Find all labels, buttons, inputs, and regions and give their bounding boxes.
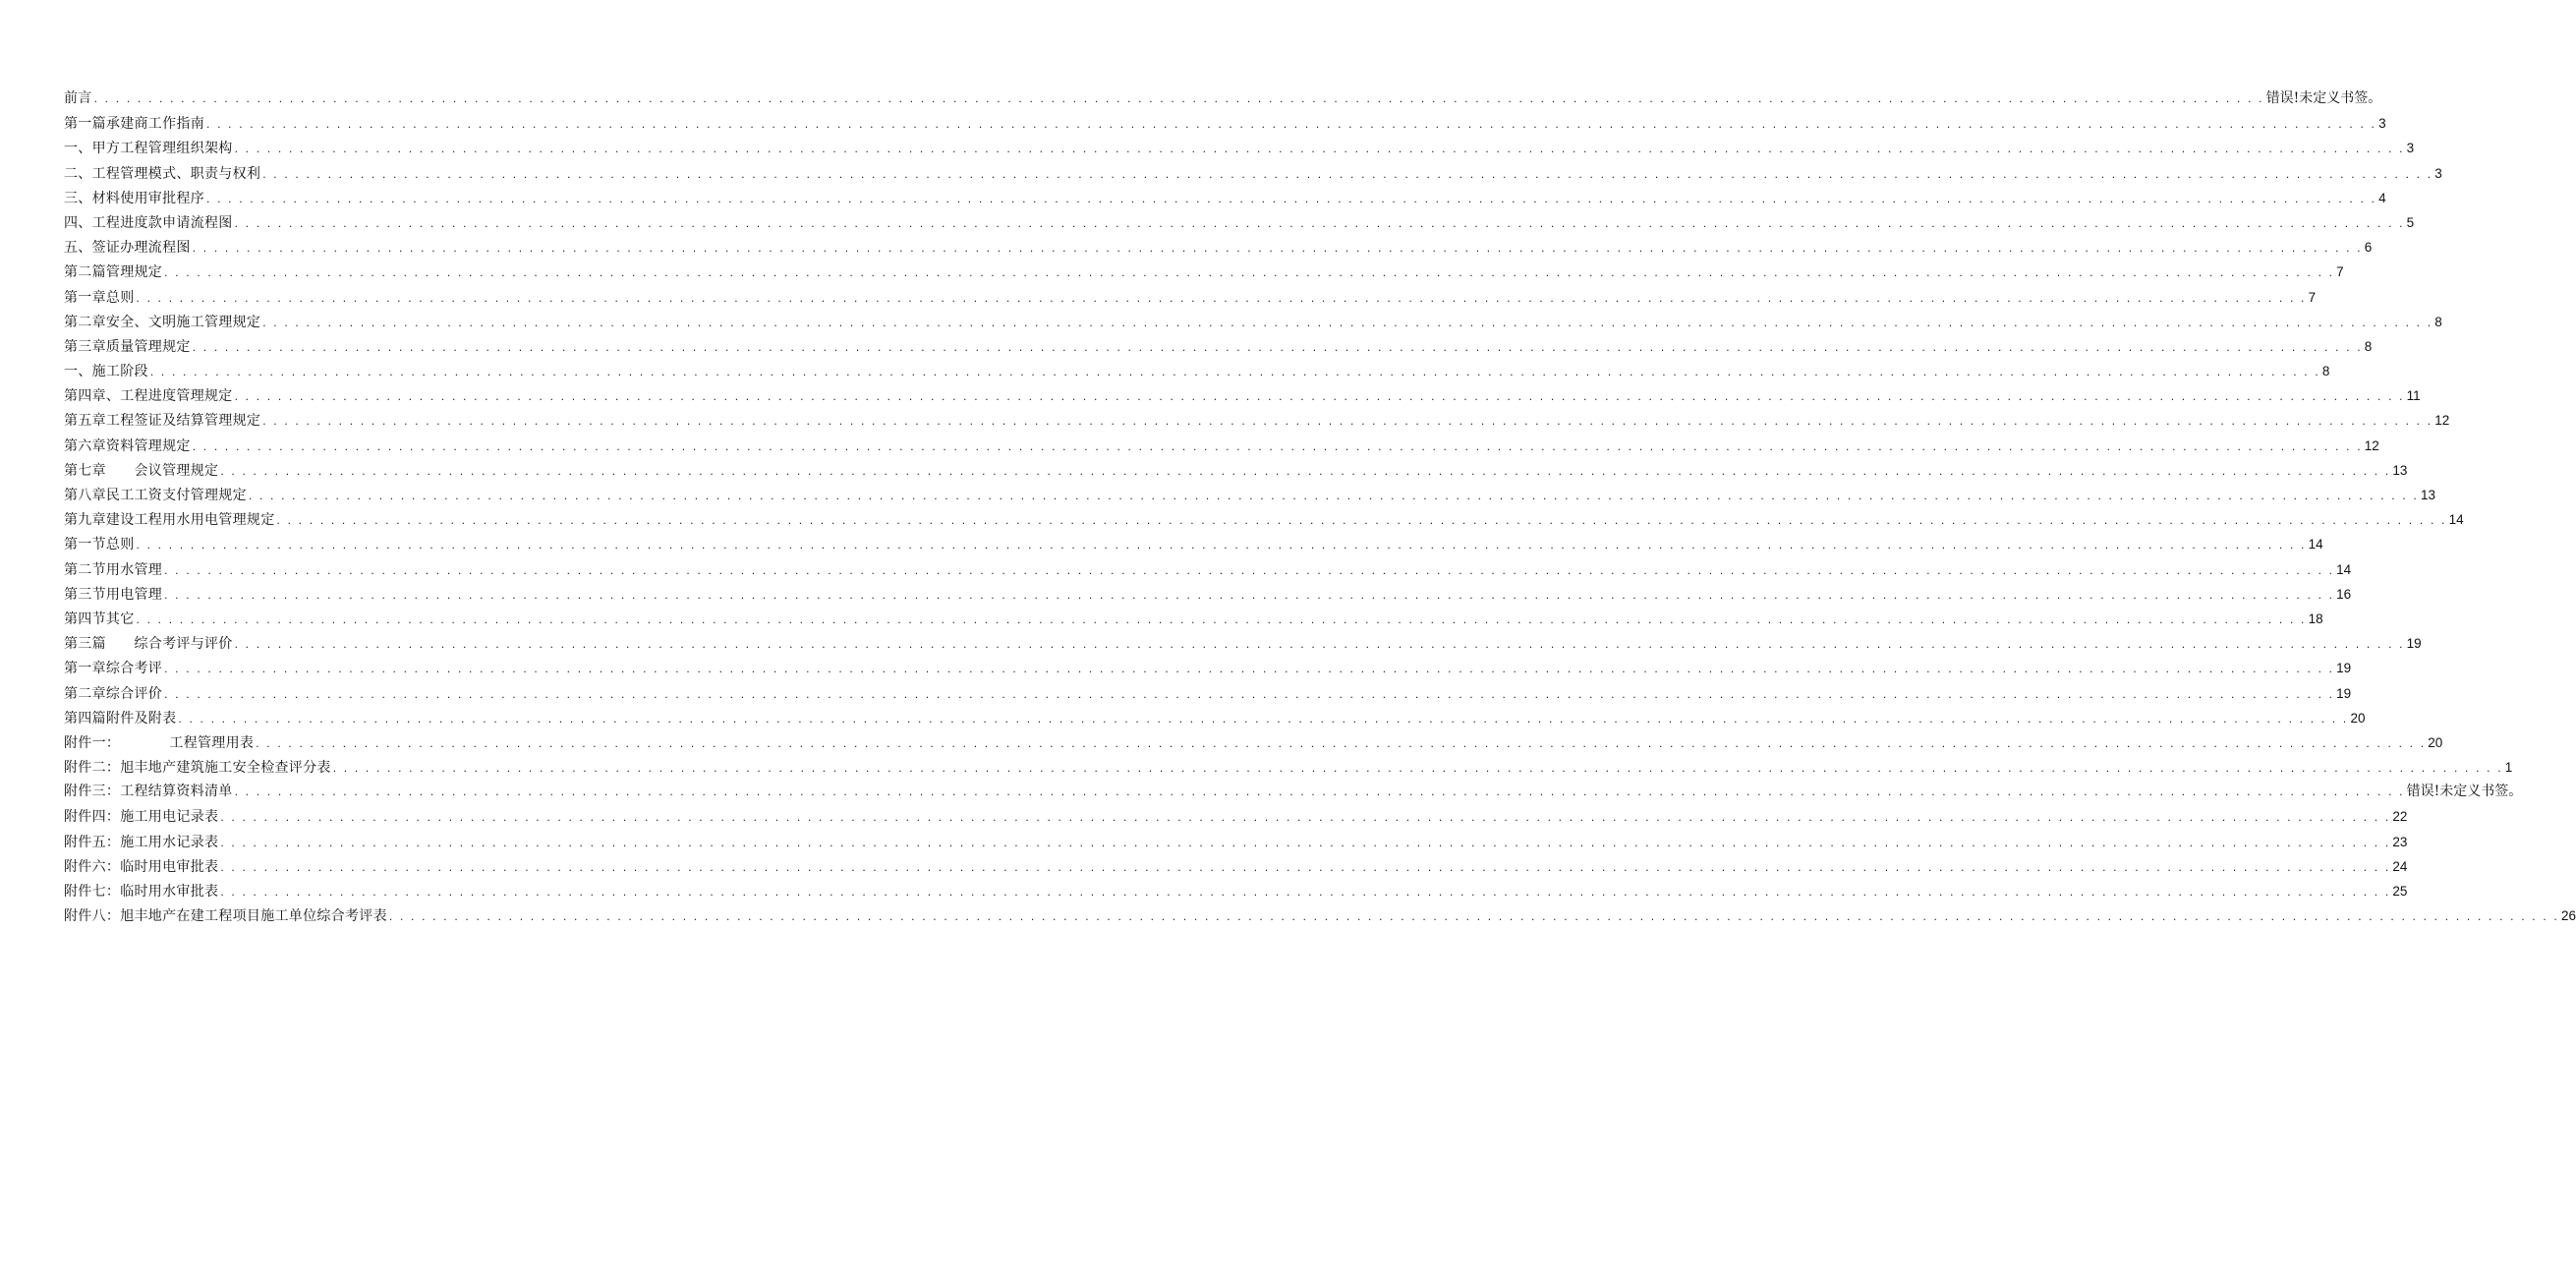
toc-entry-title: 四、工程进度款申请流程图 <box>64 214 233 231</box>
toc-entry[interactable] <box>64 755 2513 780</box>
toc-entry-title: 第九章建设工程用水用电管理规定 <box>64 512 275 529</box>
toc-entry-title: 第二章综合评价 <box>64 685 163 702</box>
toc-entry-page-number: 1 <box>2504 760 2513 776</box>
toc-dot-leader: . . . . . . . . . . . . . . . . . . . . . . . . . . . . . . . . . . . . . . . . . . . . . . . . . . . . . . . . . . . . . . . . . . . . . . . . . . . . . . . . . . . . . . . . . . . . . . . . . . . . . . . . . . . . . . . . . . . . . . . . . . . . . . . . . . . . . . . . . . . . . . . . . . . . . . . . . . . . . . . . . . . . . . . . . . . . . . . . . . . . . . . . . . . . . . . . . . . . . . . . <box>234 389 2405 404</box>
toc-dot-leader: . . . . . . . . . . . . . . . . . . . . . . . . . . . . . . . . . . . . . . . . . . . . . . . . . . . . . . . . . . . . . . . . . . . . . . . . . . . . . . . . . . . . . . . . . . . . . . . . . . . . . . . . . . . . . . . . . . . . . . . . . . . . . . . . . . . . . . . . . . . . . . . . . . . . . . . . . . . . . . . . . . . . . . . . . . . . . . . . . . . . . . . . . . . . . . . . . . . . . . . . <box>178 711 2349 726</box>
toc-entry-page-number: 20 <box>2350 710 2366 726</box>
toc-entry[interactable] <box>64 631 2422 656</box>
toc-entry[interactable] <box>64 879 2408 903</box>
toc-entry-page-number: 8 <box>2321 364 2330 379</box>
toc-entry-title: 附件四：施工用电记录表 <box>64 809 219 826</box>
toc-entry[interactable] <box>64 359 2330 383</box>
toc-entry-title: 一、甲方工程管理组织架构 <box>64 141 233 157</box>
toc-entry-title: 附件三：工程结算资料清单 <box>64 784 233 800</box>
toc-entry[interactable] <box>64 582 2352 607</box>
toc-entry[interactable] <box>64 483 2435 507</box>
toc-entry[interactable] <box>64 830 2408 854</box>
toc-dot-leader: . . . . . . . . . . . . . . . . . . . . . . . . . . . . . . . . . . . . . . . . . . . . . . . . . . . . . . . . . . . . . . . . . . . . . . . . . . . . . . . . . . . . . . . . . . . . . . . . . . . . . . . . . . . . . . . . . . . . . . . . . . . . . . . . . . . . . . . . . . . . . . . . . . . . . . . . . . . . . . . . . . . . . . . . . . . . . . . . . . . . . . . . . . . . . . . . . . . . . . . . <box>262 166 2433 181</box>
toc-entry-title: 第四节其它 <box>64 610 135 627</box>
toc-entry[interactable] <box>64 607 2323 631</box>
toc-entry-page-number: 26 <box>2560 908 2576 924</box>
toc-entry-title: 附件一： 工程管理用表 <box>64 734 255 751</box>
toc-entry[interactable] <box>64 310 2442 334</box>
toc-dot-leader: . . . . . . . . . . . . . . . . . . . . . . . . . . . . . . . . . . . . . . . . . . . . . . . . . . . . . . . . . . . . . . . . . . . . . . . . . . . . . . . . . . . . . . . . . . . . . . . . . . . . . . . . . . . . . . . . . . . . . . . . . . . . . . . . . . . . . . . . . . . . . . . . . . . . . . . . . . . . . . . . . . . . . . . . . . . . . . . . . . . . . . . . . . . . . . . . . . . . . . . . <box>220 885 2391 899</box>
toc-entry-page-number: 12 <box>2434 413 2450 429</box>
toc-dot-leader: . . . . . . . . . . . . . . . . . . . . . . . . . . . . . . . . . . . . . . . . . . . . . . . . . . . . . . . . . . . . . . . . . . . . . . . . . . . . . . . . . . . . . . . . . . . . . . . . . . . . . . . . . . . . . . . . . . . . . . . . . . . . . . . . . . . . . . . . . . . . . . . . . . . . . . . . . . . . . . . . . . . . . . . . . . . . . . . . . . . . . . . . . . . . . . . . . . . . . . . . <box>136 538 2307 552</box>
toc-dot-leader: . . . . . . . . . . . . . . . . . . . . . . . . . . . . . . . . . . . . . . . . . . . . . . . . . . . . . . . . . . . . . . . . . . . . . . . . . . . . . . . . . . . . . . . . . . . . . . . . . . . . . . . . . . . . . . . . . . . . . . . . . . . . . . . . . . . . . . . . . . . . . . . . . . . . . . . . . . . . . . . . . . . . . . . . . . . . . . . . . . . . . . . . . . . . . . . . . . . . . . . . <box>136 611 2307 626</box>
toc-entry-title: 第一章综合考评 <box>64 661 163 677</box>
toc-entry-page-number: 错误!未定义书签。 <box>2265 90 2382 106</box>
toc-dot-leader: . . . . . . . . . . . . . . . . . . . . . . . . . . . . . . . . . . . . . . . . . . . . . . . . . . . . . . . . . . . . . . . . . . . . . . . . . . . . . . . . . . . . . . . . . . . . . . . . . . . . . . . . . . . . . . . . . . . . . . . . . . . . . . . . . . . . . . . . . . . . . . . . . . . . . . . . . . . . . . . . . . . . . . . . . . . . . . . . . . . . . . . . . . . . . . . . . . . . . . . . <box>234 142 2405 156</box>
toc-dot-leader: . . . . . . . . . . . . . . . . . . . . . . . . . . . . . . . . . . . . . . . . . . . . . . . . . . . . . . . . . . . . . . . . . . . . . . . . . . . . . . . . . . . . . . . . . . . . . . . . . . . . . . . . . . . . . . . . . . . . . . . . . . . . . . . . . . . . . . . . . . . . . . . . . . . . . . . . . . . . . . . . . . . . . . . . . . . . . . . . . . . . . . . . . . . . . . . . . . . . . . . . <box>136 290 2307 305</box>
toc-dot-leader: . . . . . . . . . . . . . . . . . . . . . . . . . . . . . . . . . . . . . . . . . . . . . . . . . . . . . . . . . . . . . . . . . . . . . . . . . . . . . . . . . . . . . . . . . . . . . . . . . . . . . . . . . . . . . . . . . . . . . . . . . . . . . . . . . . . . . . . . . . . . . . . . . . . . . . . . . . . . . . . . . . . . . . . . . . . . . . . . . . . . . . . . . . . . . . . . . . . . . . . . <box>388 909 2559 924</box>
toc-entry[interactable] <box>64 334 2373 359</box>
toc-entry-title: 二、工程管理模式、职责与权利 <box>64 165 261 182</box>
toc-entry-title: 三、材料使用审批程序 <box>64 190 204 206</box>
toc-entry[interactable] <box>64 434 2379 458</box>
toc-entry-page-number: 7 <box>2308 289 2317 305</box>
toc-dot-leader: . . . . . . . . . . . . . . . . . . . . . . . . . . . . . . . . . . . . . . . . . . . . . . . . . . . . . . . . . . . . . . . . . . . . . . . . . . . . . . . . . . . . . . . . . . . . . . . . . . . . . . . . . . . . . . . . . . . . . . . . . . . . . . . . . . . . . . . . . . . . . . . . . . . . . . . . . . . . . . . . . . . . . . . . . . . . . . . . . . . . . . . . . . . . . . . . . . . . . . . . <box>164 587 2335 602</box>
toc-dot-leader: . . . . . . . . . . . . . . . . . . . . . . . . . . . . . . . . . . . . . . . . . . . . . . . . . . . . . . . . . . . . . . . . . . . . . . . . . . . . . . . . . . . . . . . . . . . . . . . . . . . . . . . . . . . . . . . . . . . . . . . . . . . . . . . . . . . . . . . . . . . . . . . . . . . . . . . . . . . . . . . . . . . . . . . . . . . . . . . . . . . . . . . . . . . . . . . . . . . . . . . . <box>234 637 2405 652</box>
toc-entry-title: 前言 <box>64 90 92 106</box>
toc-entry[interactable] <box>64 557 2352 582</box>
toc-entry[interactable] <box>64 408 2450 433</box>
toc-dot-leader: . . . . . . . . . . . . . . . . . . . . . . . . . . . . . . . . . . . . . . . . . . . . . . . . . . . . . . . . . . . . . . . . . . . . . . . . . . . . . . . . . . . . . . . . . . . . . . . . . . . . . . . . . . . . . . . . . . . . . . . . . . . . . . . . . . . . . . . . . . . . . . . . . . . . . . . . . . . . . . . . . . . . . . . . . . . . . . . . . . . . . . . . . . . . . . . . . . . . . . . . <box>206 191 2377 205</box>
toc-entry-page-number: 25 <box>2392 884 2408 899</box>
toc-entry-title: 第三章质量管理规定 <box>64 338 191 355</box>
toc-entry[interactable] <box>64 780 2523 804</box>
toc-entry[interactable] <box>64 260 2344 284</box>
toc-entry-page-number: 14 <box>2336 561 2352 577</box>
toc-entry[interactable] <box>64 186 2386 210</box>
toc-entry[interactable] <box>64 532 2323 556</box>
toc-dot-leader: . . . . . . . . . . . . . . . . . . . . . . . . . . . . . . . . . . . . . . . . . . . . . . . . . . . . . . . . . . . . . . . . . . . . . . . . . . . . . . . . . . . . . . . . . . . . . . . . . . . . . . . . . . . . . . . . . . . . . . . . . . . . . . . . . . . . . . . . . . . . . . . . . . . . . . . . . . . . . . . . . . . . . . . . . . . . . . . . . . . . . . . . . . . . . . . . . . . . . . . . <box>192 339 2363 354</box>
toc-entry-page-number: 6 <box>2364 240 2373 256</box>
toc-dot-leader: . . . . . . . . . . . . . . . . . . . . . . . . . . . . . . . . . . . . . . . . . . . . . . . . . . . . . . . . . . . . . . . . . . . . . . . . . . . . . . . . . . . . . . . . . . . . . . . . . . . . . . . . . . . . . . . . . . . . . . . . . . . . . . . . . . . . . . . . . . . . . . . . . . . . . . . . . . . . . . . . . . . . . . . . . . . . . . . . . . . . . . . . . . . . . . . . . . . . . . . . <box>220 859 2391 874</box>
toc-entry-page-number: 13 <box>2392 462 2408 478</box>
toc-entry-page-number: 18 <box>2308 610 2323 626</box>
toc-entry[interactable] <box>64 681 2352 706</box>
toc-entry-title: 第八章民工工资支付管理规定 <box>64 488 247 503</box>
toc-dot-leader: . . . . . . . . . . . . . . . . . . . . . . . . . . . . . . . . . . . . . . . . . . . . . . . . . . . . . . . . . . . . . . . . . . . . . . . . . . . . . . . . . . . . . . . . . . . . . . . . . . . . . . . . . . . . . . . . . . . . . . . . . . . . . . . . . . . . . . . . . . . . . . . . . . . . . . . . . . . . . . . . . . . . . . . . . . . . . . . . . . . . . . . . . . . . . . . . . . . . . . . . <box>164 265 2335 280</box>
toc-entry-page-number: 13 <box>2420 488 2435 502</box>
toc-dot-leader: . . . . . . . . . . . . . . . . . . . . . . . . . . . . . . . . . . . . . . . . . . . . . . . . . . . . . . . . . . . . . . . . . . . . . . . . . . . . . . . . . . . . . . . . . . . . . . . . . . . . . . . . . . . . . . . . . . . . . . . . . . . . . . . . . . . . . . . . . . . . . . . . . . . . . . . . . . . . . . . . . . . . . . . . . . . . . . . . . . . . . . . . . . . . . . . . . . . . . . . . <box>220 463 2391 478</box>
toc-dot-leader: . . . . . . . . . . . . . . . . . . . . . . . . . . . . . . . . . . . . . . . . . . . . . . . . . . . . . . . . . . . . . . . . . . . . . . . . . . . . . . . . . . . . . . . . . . . . . . . . . . . . . . . . . . . . . . . . . . . . . . . . . . . . . . . . . . . . . . . . . . . . . . . . . . . . . . . . . . . . . . . . . . . . . . . . . . . . . . . . . . . . . . . . . . . . . . . . . . . . . . . . <box>262 315 2433 329</box>
toc-entry[interactable] <box>64 507 2464 532</box>
toc-dot-leader: . . . . . . . . . . . . . . . . . . . . . . . . . . . . . . . . . . . . . . . . . . . . . . . . . . . . . . . . . . . . . . . . . . . . . . . . . . . . . . . . . . . . . . . . . . . . . . . . . . . . . . . . . . . . . . . . . . . . . . . . . . . . . . . . . . . . . . . . . . . . . . . . . . . . . . . . . . . . . . . . . . . . . . . . . . . . . . . . . . . . . . . . . . . . . . . . . . . . . . . . <box>262 414 2433 429</box>
toc-entry[interactable] <box>64 458 2408 483</box>
toc-entry-title: 第二章安全、文明施工管理规定 <box>64 314 261 330</box>
toc-entry-page-number: 错误!未定义书签。 <box>2406 784 2523 800</box>
toc-entry-title: 附件八：旭丰地产在建工程项目施工单位综合考评表 <box>64 908 387 925</box>
toc-dot-leader: . . . . . . . . . . . . . . . . . . . . . . . . . . . . . . . . . . . . . . . . . . . . . . . . . . . . . . . . . . . . . . . . . . . . . . . . . . . . . . . . . . . . . . . . . . . . . . . . . . . . . . . . . . . . . . . . . . . . . . . . . . . . . . . . . . . . . . . . . . . . . . . . . . . . . . . . . . . . . . . . . . . . . . . . . . . . . . . . . . . . . . . . . . . . . . . . . . . . . . . . <box>164 662 2335 676</box>
toc-entry-title: 五、签证办理流程图 <box>64 240 191 257</box>
toc-entry[interactable] <box>64 111 2386 136</box>
toc-dot-leader: . . . . . . . . . . . . . . . . . . . . . . . . . . . . . . . . . . . . . . . . . . . . . . . . . . . . . . . . . . . . . . . . . . . . . . . . . . . . . . . . . . . . . . . . . . . . . . . . . . . . . . . . . . . . . . . . . . . . . . . . . . . . . . . . . . . . . . . . . . . . . . . . . . . . . . . . . . . . . . . . . . . . . . . . . . . . . . . . . . . . . . . . . . . . . . . . . . . . . . . . <box>192 241 2363 256</box>
toc-entry[interactable] <box>64 235 2373 260</box>
toc-entry-page-number: 8 <box>2364 338 2373 354</box>
toc-entry-page-number: 16 <box>2336 586 2352 602</box>
toc-dot-leader: . . . . . . . . . . . . . . . . . . . . . . . . . . . . . . . . . . . . . . . . . . . . . . . . . . . . . . . . . . . . . . . . . . . . . . . . . . . . . . . . . . . . . . . . . . . . . . . . . . . . . . . . . . . . . . . . . . . . . . . . . . . . . . . . . . . . . . . . . . . . . . . . . . . . . . . . . . . . . . . . . . . . . . . . . . . . . . . . . . . . . . . . . . . . . . . . . . . . . . . . <box>149 365 2320 379</box>
toc-entry-page-number: 19 <box>2406 636 2422 652</box>
toc-entry-page-number: 8 <box>2434 314 2442 329</box>
toc-entry-title: 第一章总则 <box>64 289 135 306</box>
toc-dot-leader: . . . . . . . . . . . . . . . . . . . . . . . . . . . . . . . . . . . . . . . . . . . . . . . . . . . . . . . . . . . . . . . . . . . . . . . . . . . . . . . . . . . . . . . . . . . . . . . . . . . . . . . . . . . . . . . . . . . . . . . . . . . . . . . . . . . . . . . . . . . . . . . . . . . . . . . . . . . . . . . . . . . . . . . . . . . . . . . . . . . . . . . . . . . . . . . . . . . . . . . . <box>93 91 2264 105</box>
toc-entry-title: 第四章、工程进度管理规定 <box>64 388 233 405</box>
toc-entry-page-number: 3 <box>2434 165 2442 181</box>
toc-dot-leader: . . . . . . . . . . . . . . . . . . . . . . . . . . . . . . . . . . . . . . . . . . . . . . . . . . . . . . . . . . . . . . . . . . . . . . . . . . . . . . . . . . . . . . . . . . . . . . . . . . . . . . . . . . . . . . . . . . . . . . . . . . . . . . . . . . . . . . . . . . . . . . . . . . . . . . . . . . . . . . . . . . . . . . . . . . . . . . . . . . . . . . . . . . . . . . . . . . . . . . . . <box>234 785 2405 799</box>
toc-entry-title: 附件二：旭丰地产建筑施工安全检查评分表 <box>64 760 331 777</box>
toc-entry[interactable] <box>64 730 2443 755</box>
toc-entry[interactable] <box>64 161 2442 186</box>
toc-entry[interactable] <box>64 210 2415 235</box>
toc-entry-page-number: 7 <box>2336 264 2344 280</box>
toc-dot-leader: . . . . . . . . . . . . . . . . . . . . . . . . . . . . . . . . . . . . . . . . . . . . . . . . . . . . . . . . . . . . . . . . . . . . . . . . . . . . . . . . . . . . . . . . . . . . . . . . . . . . . . . . . . . . . . . . . . . . . . . . . . . . . . . . . . . . . . . . . . . . . . . . . . . . . . . . . . . . . . . . . . . . . . . . . . . . . . . . . . . . . . . . . . . . . . . . . . . . . . . . <box>276 513 2447 528</box>
toc-entry-title: 第二篇管理规定 <box>64 264 163 281</box>
toc-entry[interactable] <box>64 854 2408 879</box>
toc-dot-leader: . . . . . . . . . . . . . . . . . . . . . . . . . . . . . . . . . . . . . . . . . . . . . . . . . . . . . . . . . . . . . . . . . . . . . . . . . . . . . . . . . . . . . . . . . . . . . . . . . . . . . . . . . . . . . . . . . . . . . . . . . . . . . . . . . . . . . . . . . . . . . . . . . . . . . . . . . . . . . . . . . . . . . . . . . . . . . . . . . . . . . . . . . . . . . . . . . . . . . . . . <box>164 562 2335 577</box>
toc-entry-page-number: 12 <box>2364 437 2379 453</box>
toc-entry-title: 附件七：临时用水审批表 <box>64 884 219 900</box>
toc-dot-leader: . . . . . . . . . . . . . . . . . . . . . . . . . . . . . . . . . . . . . . . . . . . . . . . . . . . . . . . . . . . . . . . . . . . . . . . . . . . . . . . . . . . . . . . . . . . . . . . . . . . . . . . . . . . . . . . . . . . . . . . . . . . . . . . . . . . . . . . . . . . . . . . . . . . . . . . . . . . . . . . . . . . . . . . . . . . . . . . . . . . . . . . . . . . . . . . . . . . . . . . . <box>220 835 2391 849</box>
toc-dot-leader: . . . . . . . . . . . . . . . . . . . . . . . . . . . . . . . . . . . . . . . . . . . . . . . . . . . . . . . . . . . . . . . . . . . . . . . . . . . . . . . . . . . . . . . . . . . . . . . . . . . . . . . . . . . . . . . . . . . . . . . . . . . . . . . . . . . . . . . . . . . . . . . . . . . . . . . . . . . . . . . . . . . . . . . . . . . . . . . . . . . . . . . . . . . . . . . . . . . . . . . . <box>206 117 2377 132</box>
toc-entry-title: 一、施工阶段 <box>64 364 148 380</box>
toc-entry-page-number: 24 <box>2392 858 2408 874</box>
toc-entry-page-number: 5 <box>2406 214 2415 230</box>
toc-entry-page-number: 19 <box>2336 685 2352 701</box>
toc-dot-leader: . . . . . . . . . . . . . . . . . . . . . . . . . . . . . . . . . . . . . . . . . . . . . . . . . . . . . . . . . . . . . . . . . . . . . . . . . . . . . . . . . . . . . . . . . . . . . . . . . . . . . . . . . . . . . . . . . . . . . . . . . . . . . . . . . . . . . . . . . . . . . . . . . . . . . . . . . . . . . . . . . . . . . . . . . . . . . . . . . . . . . . . . . . . . . . . . . . . . . . . . <box>164 686 2335 701</box>
toc-entry-page-number: 23 <box>2392 834 2408 849</box>
toc-entry-page-number: 14 <box>2448 512 2464 528</box>
toc-entry-title: 第一节总则 <box>64 537 135 553</box>
toc-entry-page-number: 11 <box>2406 388 2421 404</box>
toc-entry[interactable] <box>64 656 2352 680</box>
toc-entry[interactable] <box>64 804 2408 829</box>
toc-entry[interactable] <box>64 285 2317 310</box>
toc-dot-leader: . . . . . . . . . . . . . . . . . . . . . . . . . . . . . . . . . . . . . . . . . . . . . . . . . . . . . . . . . . . . . . . . . . . . . . . . . . . . . . . . . . . . . . . . . . . . . . . . . . . . . . . . . . . . . . . . . . . . . . . . . . . . . . . . . . . . . . . . . . . . . . . . . . . . . . . . . . . . . . . . . . . . . . . . . . . . . . . . . . . . . . . . . . . . . . . . . . . . . . . . <box>248 489 2419 502</box>
toc-entry-title: 第一篇承建商工作指南 <box>64 116 204 133</box>
toc-entry[interactable] <box>64 706 2366 730</box>
toc-dot-leader: . . . . . . . . . . . . . . . . . . . . . . . . . . . . . . . . . . . . . . . . . . . . . . . . . . . . . . . . . . . . . . . . . . . . . . . . . . . . . . . . . . . . . . . . . . . . . . . . . . . . . . . . . . . . . . . . . . . . . . . . . . . . . . . . . . . . . . . . . . . . . . . . . . . . . . . . . . . . . . . . . . . . . . . . . . . . . . . . . . . . . . . . . . . . . . . . . . . . . . . . <box>192 438 2363 453</box>
toc-dot-leader: . . . . . . . . . . . . . . . . . . . . . . . . . . . . . . . . . . . . . . . . . . . . . . . . . . . . . . . . . . . . . . . . . . . . . . . . . . . . . . . . . . . . . . . . . . . . . . . . . . . . . . . . . . . . . . . . . . . . . . . . . . . . . . . . . . . . . . . . . . . . . . . . . . . . . . . . . . . . . . . . . . . . . . . . . . . . . . . . . . . . . . . . . . . . . . . . . . . . . . . . <box>256 735 2427 750</box>
toc-entry-title: 第二节用水管理 <box>64 561 163 578</box>
toc-dot-leader: . . . . . . . . . . . . . . . . . . . . . . . . . . . . . . . . . . . . . . . . . . . . . . . . . . . . . . . . . . . . . . . . . . . . . . . . . . . . . . . . . . . . . . . . . . . . . . . . . . . . . . . . . . . . . . . . . . . . . . . . . . . . . . . . . . . . . . . . . . . . . . . . . . . . . . . . . . . . . . . . . . . . . . . . . . . . . . . . . . . . . . . . . . . . . . . . . . . . . . . . <box>234 215 2405 230</box>
toc-entry-page-number: 22 <box>2392 809 2408 825</box>
table-of-contents <box>64 87 2576 928</box>
toc-entry-title: 第六章资料管理规定 <box>64 437 191 454</box>
toc-entry-page-number: 3 <box>2406 141 2415 156</box>
toc-entry-page-number: 4 <box>2378 190 2386 205</box>
toc-entry-title: 第三节用电管理 <box>64 586 163 603</box>
toc-entry-title: 第七章 会议管理规定 <box>64 462 219 479</box>
toc-entry-title: 第三篇 综合考评与评价 <box>64 636 233 653</box>
toc-entry-page-number: 14 <box>2308 537 2323 552</box>
toc-entry-title: 附件五：施工用水记录表 <box>64 834 219 850</box>
toc-entry[interactable] <box>64 383 2421 408</box>
toc-entry-title: 第五章工程签证及结算管理规定 <box>64 413 261 430</box>
toc-entry-title: 附件六：临时用电审批表 <box>64 858 219 875</box>
toc-entry[interactable] <box>64 136 2415 160</box>
toc-entry-page-number: 3 <box>2378 116 2386 132</box>
toc-dot-leader: . . . . . . . . . . . . . . . . . . . . . . . . . . . . . . . . . . . . . . . . . . . . . . . . . . . . . . . . . . . . . . . . . . . . . . . . . . . . . . . . . . . . . . . . . . . . . . . . . . . . . . . . . . . . . . . . . . . . . . . . . . . . . . . . . . . . . . . . . . . . . . . . . . . . . . . . . . . . . . . . . . . . . . . . . . . . . . . . . . . . . . . . . . . . . . . . . . . . . . . . <box>332 761 2503 776</box>
toc-entry-title: 第四篇附件及附表 <box>64 710 177 727</box>
toc-entry[interactable] <box>64 903 2576 928</box>
toc-entry-page-number: 19 <box>2336 661 2352 676</box>
toc-entry-page-number: 20 <box>2428 734 2443 750</box>
toc-dot-leader: . . . . . . . . . . . . . . . . . . . . . . . . . . . . . . . . . . . . . . . . . . . . . . . . . . . . . . . . . . . . . . . . . . . . . . . . . . . . . . . . . . . . . . . . . . . . . . . . . . . . . . . . . . . . . . . . . . . . . . . . . . . . . . . . . . . . . . . . . . . . . . . . . . . . . . . . . . . . . . . . . . . . . . . . . . . . . . . . . . . . . . . . . . . . . . . . . . . . . . . . <box>220 810 2391 825</box>
toc-entry[interactable] <box>64 87 2382 111</box>
